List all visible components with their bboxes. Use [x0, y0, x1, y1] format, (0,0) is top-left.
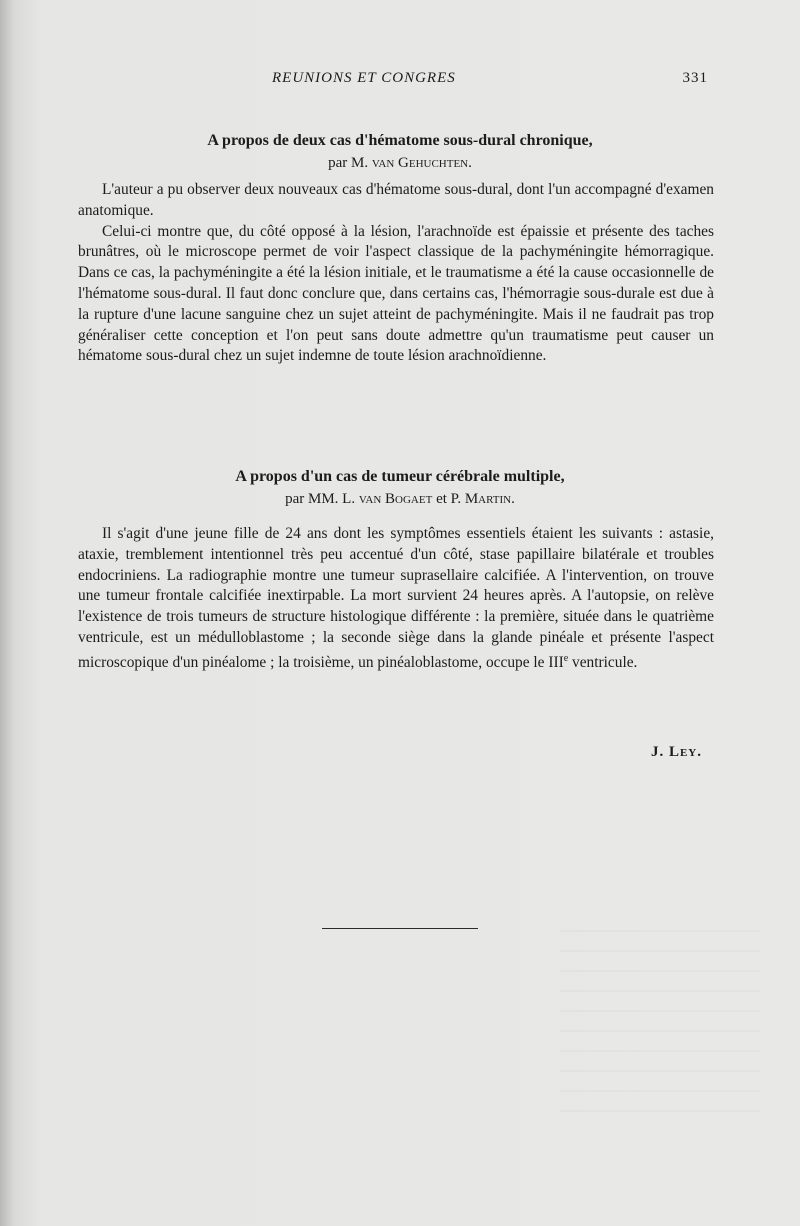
signature: J. Ley.	[650, 744, 702, 760]
section1-byline: par M. van Gehuchten.	[328, 155, 472, 171]
section1-paragraph: L'auteur a pu observer deux nouveaux cas d'hématome sous-dural, dont l'un accompagné d'examen anatomique.	[78, 181, 714, 219]
section2-paragraph: Il s'agit d'une jeune fille de 24 ans dont les symptômes essentiels étaient les suivants : astasie, ataxie, tremblement intentionnel très peu accentué d'un côté, stase papillaire bilatérale et troubles endocriniens. La radiographie montre une tumeur suprasellaire calcifiée. A l'intervention, on trouve une tumeur frontale calcifiée inextirpable. La mort survient 24 heures après. A l'autopsie, on relève l'existence de trois tumeurs de structure histologique différente : la première, située dans le quatrième ventricule, est un médulloblastome ; la seconde siège dans la glande pinéale et présente l'aspect microscopique d'un pinéalome ; la troisième, un pinéaloblastome, occupe le IIIe ventricule.	[78, 525, 714, 671]
section2-body	[78, 524, 714, 674]
section2-author-2: Martin	[464, 491, 512, 507]
section1-author: van Gehuchten	[371, 155, 469, 171]
separator-rule	[322, 928, 478, 929]
section2-title: A propos d'un cas de tumeur cérébrale multiple,	[235, 468, 565, 485]
section2-author-1: van Bogaet	[358, 491, 433, 507]
section1-body	[78, 180, 714, 367]
ordinal-superscript: e	[563, 652, 569, 664]
section1-paragraph: Celui-ci montre que, du côté opposé à la lésion, l'arachnoïde est épaissie et présente des taches brunâtres, où le microscope permet de voir l'aspect classique de la pachyméningite hémorragique. Dans ce cas, la pachyméningite a été la lésion initiale, et le traumatisme a été la cause occasionnelle de l'hématome sous-dural. Il faut donc conclure que, dans certains cas, l'hémorragie sous-durale est due à la rupture d'une lacune sanguine chez un sujet atteint de pachyméningite. Mais il ne faudrait pas trop généraliser cette conception et l'on peut sans doute admettre qu'un traumatisme peut causer un hématome sous-dural chez un sujet indemne de toute lésion arachnoïdienne.	[78, 222, 714, 365]
bleed-through-shading	[560, 930, 760, 1130]
section2-heading	[80, 466, 720, 510]
section2-byline: par MM. L. van Bogaet et P. Martin.	[285, 491, 515, 507]
page-number: 331	[682, 70, 708, 86]
running-title: REUNIONS ET CONGRES	[272, 70, 456, 86]
section1-heading	[80, 130, 720, 174]
section1-title: A propos de deux cas d'hématome sous-dural chronique,	[207, 132, 593, 149]
